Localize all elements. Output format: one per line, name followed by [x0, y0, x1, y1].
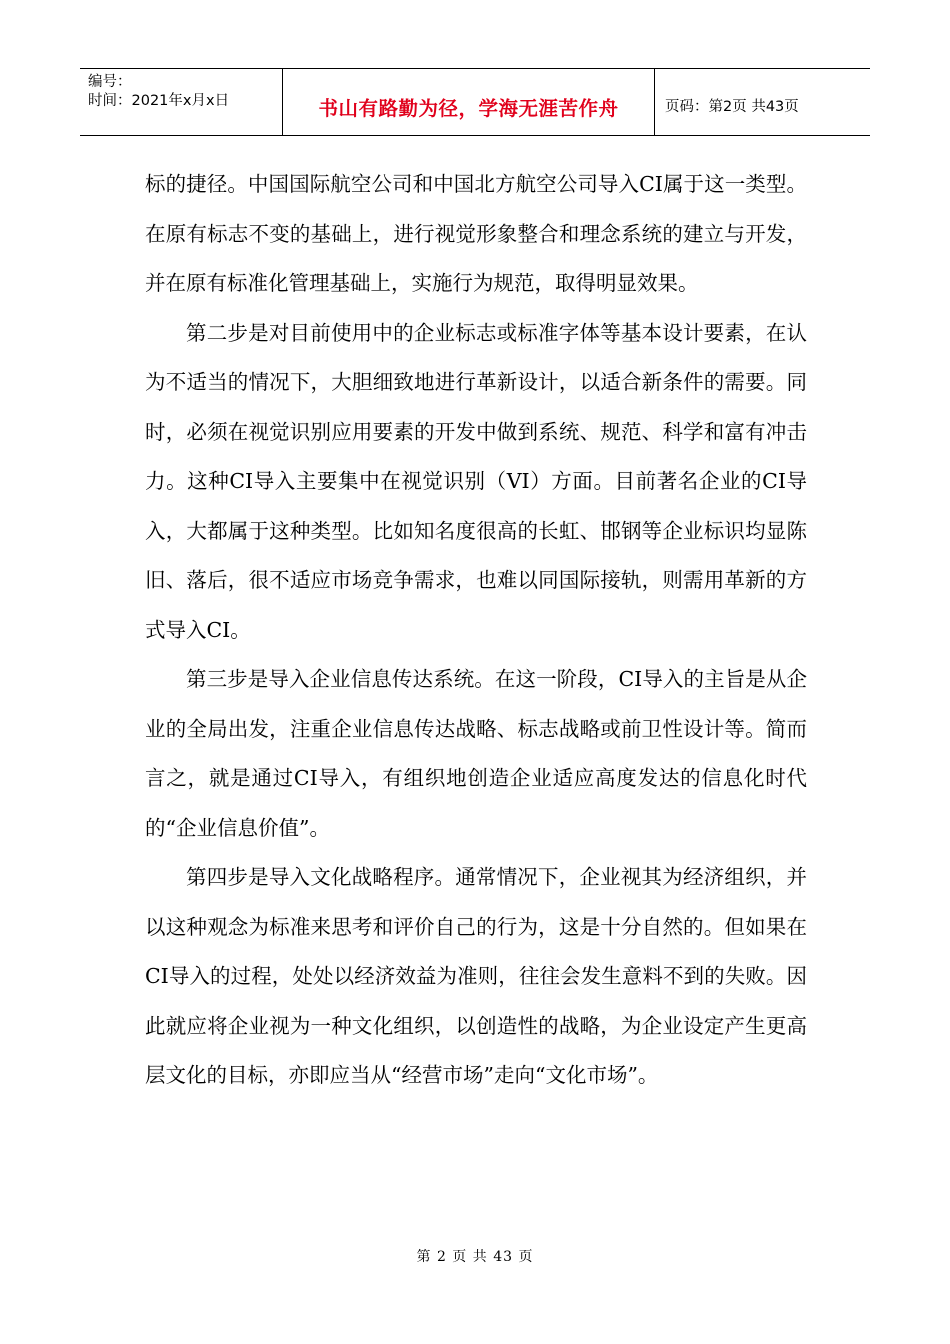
header-meta — [80, 69, 282, 135]
body-paragraph-step-three: 第三步是导入企业信息传达系统。在这一阶段，CI导入的主旨是从企业的全局出发，注重企业信息传达战略、标志战略或前卫性设计等。简而言之，就是通过CI导入，有组织地创造企业适应高度发达的信息化时代的“企业信息价值”。 — [145, 667, 807, 840]
body-paragraph-step-four: 第四步是导入文化战略程序。通常情况下，企业视其为经济组织，并以这种观念为标准来思考和评价自己的行为，这是十分自然的。但如果在CI导入的过程，处处以经济效益为准则，往往会发生意料不到的失败。因此就应将企业视为一种文化组织，以创造性的战略，为企业设定产生更高层文化的目标，亦即应当从“经营市场”走向“文化市场”。 — [145, 865, 807, 1087]
document-date: 时间：2021年x月x日 — [88, 93, 230, 109]
body-paragraph-step-two: 第二步是对目前使用中的企业标志或标准字体等基本设计要素，在认为不适当的情况下，大胆细致地进行革新设计，以适合新条件的需要。同时，必须在视觉识别应用要素的开发中做到系统、规范、科学和富有冲击力。这种CI导入主要集中在视觉识别（VI）方面。目前著名企业的CI导入，大都属于这种类型。比如知名度很高的长虹、邯钢等企业标识均显陈旧、落后，很不适应市场竞争需求，也难以同国际接轨，则需用革新的方式导入CI。 — [145, 320, 807, 642]
body-paragraph-continued: 标的捷径。中国国际航空公司和中国北方航空公司导入CI属于这一类型。在原有标志不变的基础上，进行视觉形象整合和理念系统的建立与开发，并在原有标准化管理基础上，实施行为规范，取得明显效果。 — [145, 172, 807, 295]
header-motto: 书山有路勤为径，学海无涯苦作舟 — [282, 69, 655, 135]
document-body — [145, 160, 807, 1101]
document-header — [80, 68, 870, 136]
document-number-label: 编号： — [88, 74, 132, 90]
page-footer: 第 2 页 共 43 页 — [416, 1249, 534, 1265]
header-page-info: 页码：第2页 共43页 — [665, 99, 799, 115]
